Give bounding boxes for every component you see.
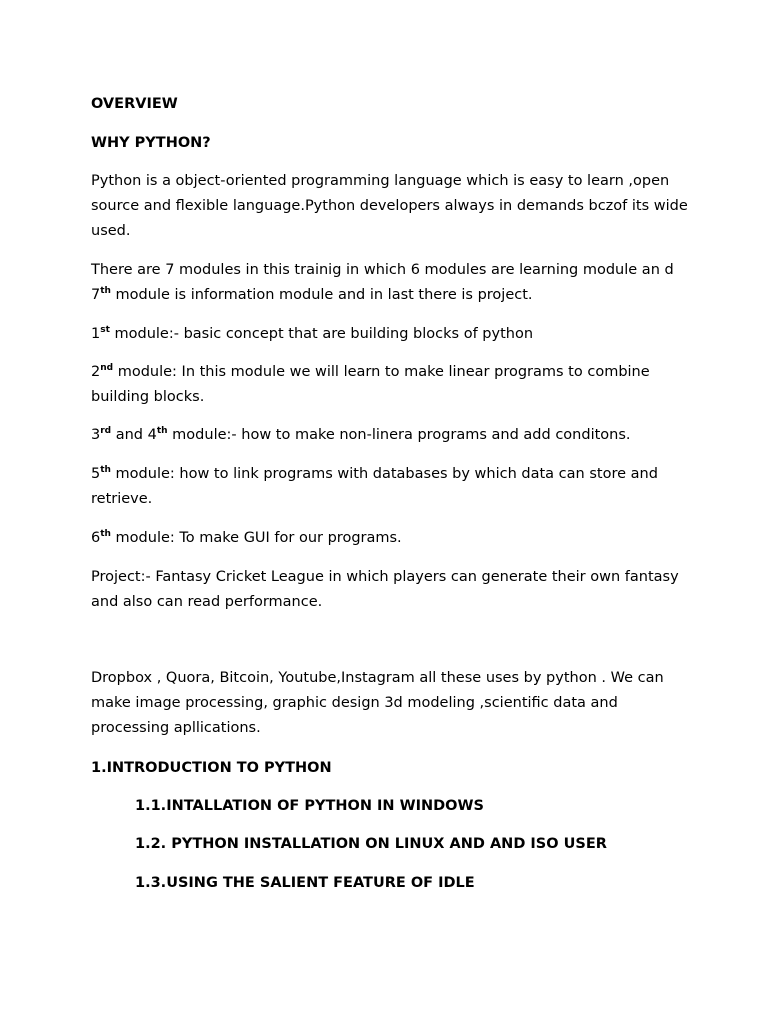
ordinal-number: 3: [91, 427, 101, 443]
project-paragraph: [91, 565, 691, 615]
ordinal-number: 7: [91, 287, 101, 303]
ordinal-suffix: th: [156, 426, 168, 436]
ordinal-suffix: th: [100, 529, 111, 539]
ordinal-suffix: th: [100, 465, 111, 475]
module-6-paragraph: [91, 526, 691, 551]
toc-subsection-1-1: 1.1.INTALLATION OF PYTHON IN WINDOWS: [135, 798, 484, 814]
module-5-line-2: retrieve.: [91, 491, 153, 507]
module-5-line-1: [91, 462, 691, 487]
ordinal-suffix: th: [100, 286, 111, 296]
uses-line-1: Dropbox , Quora, Bitcoin, Youtube,Instagram all these uses by python . We can: [91, 670, 664, 686]
toc-subsection-1-3: 1.3.USING THE SALIENT FEATURE OF IDLE: [135, 875, 475, 891]
toc-section-1: 1.INTRODUCTION TO PYTHON: [91, 760, 332, 776]
modules-intro-paragraph: [91, 258, 691, 308]
ordinal-suffix: st: [100, 325, 110, 335]
ordinal-number: 1: [91, 326, 101, 342]
uses-line-2: make image processing, graphic design 3d modeling ,scientific data and: [91, 695, 618, 711]
module-6-text: module: To make GUI for our programs.: [110, 530, 402, 546]
heading-why-python: WHY PYTHON?: [91, 135, 211, 151]
module-1-text: module:- basic concept that are building blocks of python: [109, 326, 534, 342]
module-2-line-2: building blocks.: [91, 389, 205, 405]
module-3-4-mid: and 4: [111, 427, 157, 443]
project-line-1: Project:- Fantasy Cricket League in which players can generate their own fantasy: [91, 569, 679, 585]
ordinal-number: 2: [91, 364, 101, 380]
module-5-text: module: how to link programs with databases by which data can store and: [110, 466, 658, 482]
module-3-4-text: module:- how to make non-linera programs and add conditons.: [167, 427, 631, 443]
ordinal-number: 5: [91, 466, 101, 482]
module-1-paragraph: [91, 322, 691, 347]
intro-line-3: used.: [91, 223, 131, 239]
module-2-line-1: [91, 360, 691, 385]
intro-line-2: source and flexible language.Python developers always in demands bczof its wide: [91, 198, 688, 214]
ordinal-number: 6: [91, 530, 101, 546]
toc-subsection-1-2: 1.2. PYTHON INSTALLATION ON LINUX AND AND ISO USER: [135, 836, 607, 852]
module-2-text: module: In this module we will learn to make linear programs to combine: [113, 364, 650, 380]
intro-paragraph: [91, 169, 691, 244]
module-5-paragraph: [91, 462, 691, 512]
uses-line-3: processing apllications.: [91, 720, 261, 736]
heading-overview: OVERVIEW: [91, 96, 178, 112]
modules-intro-line-1: There are 7 modules in this trainig in which 6 modules are learning module an d: [91, 262, 674, 278]
module-3-4-paragraph: [91, 423, 691, 448]
ordinal-suffix: nd: [100, 363, 114, 373]
project-line-2: and also can read performance.: [91, 594, 323, 610]
intro-line-1: Python is a object-oriented programming language which is easy to learn ,open: [91, 173, 670, 189]
modules-intro-line-2-text: module is information module and in last there is project.: [110, 287, 533, 303]
ordinal-suffix: rd: [100, 426, 112, 436]
uses-paragraph: [91, 666, 691, 741]
modules-intro-line-2: [91, 283, 691, 308]
module-2-paragraph: [91, 360, 691, 410]
